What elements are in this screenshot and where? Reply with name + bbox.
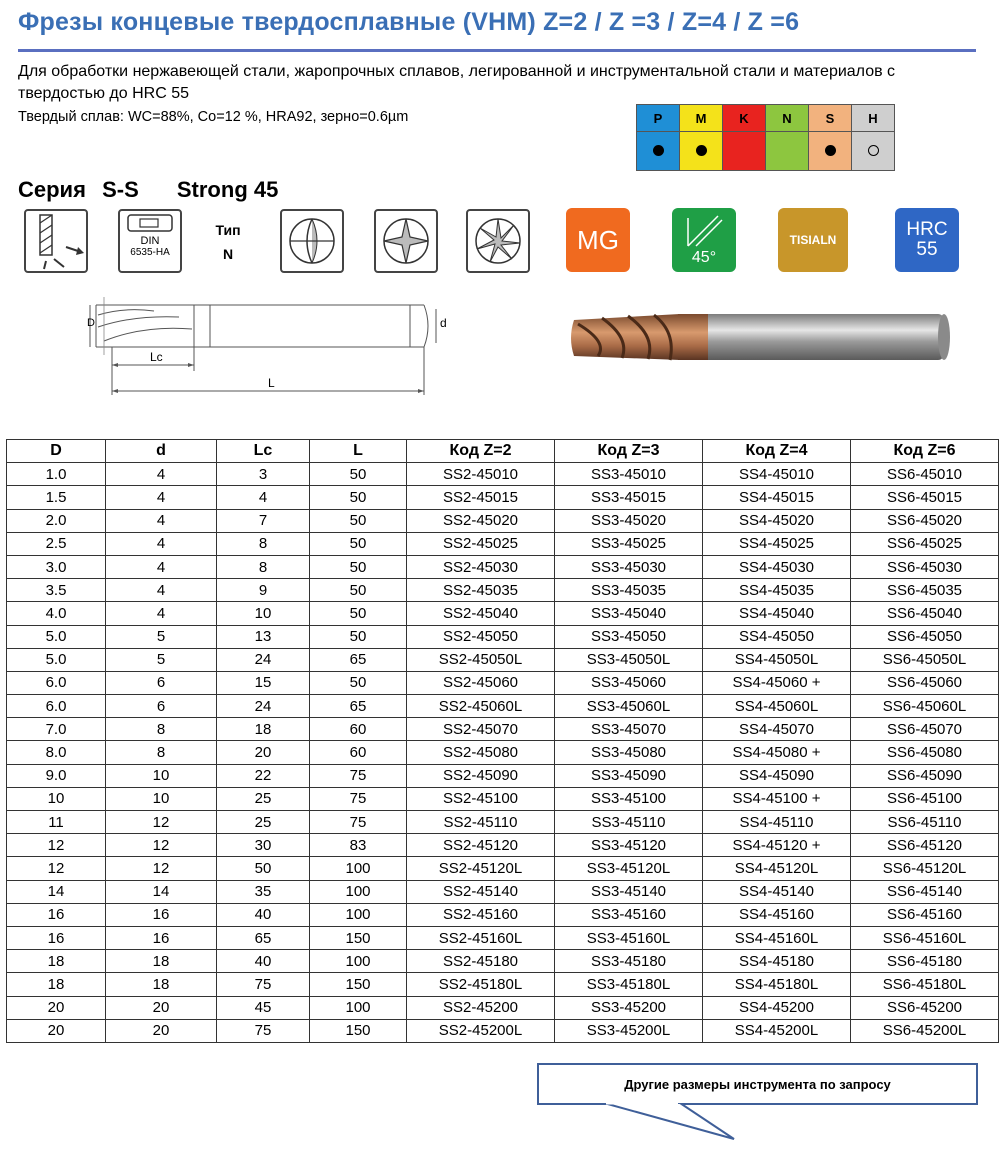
table-cell: SS2-45050 xyxy=(407,625,555,648)
table-cell: SS3-45120L xyxy=(555,857,703,880)
table-row xyxy=(7,486,999,509)
table-row xyxy=(7,579,999,602)
description: Для обработки нержавеющей стали, жаропрочных сплавов, легированной и инструментальной стали и материалов с твердостью до HRC 55 xyxy=(18,63,896,102)
table-cell: SS6-45040 xyxy=(851,602,999,625)
table-cell: SS2-45120 xyxy=(407,834,555,857)
table-cell: 4 xyxy=(217,486,310,509)
table-cell: 75 xyxy=(310,787,407,810)
table-cell: SS6-45200L xyxy=(851,1019,999,1042)
multi-flute-icon xyxy=(466,209,530,273)
table-cell: SS6-45050 xyxy=(851,625,999,648)
table-cell: SS2-45010 xyxy=(407,463,555,486)
page-title: Фрезы концевые твердосплавные (VHM) Z=2 / Z =3 / Z=4 / Z =6 xyxy=(18,8,800,36)
table-cell: SS4-45090 xyxy=(703,764,851,787)
table-cell: 7 xyxy=(217,509,310,532)
table-cell: SS2-45070 xyxy=(407,718,555,741)
mg-grade-badge: MG xyxy=(566,208,630,272)
table-cell: SS3-45200 xyxy=(555,996,703,1019)
table-cell: SS3-45110 xyxy=(555,811,703,834)
column-header: Lc xyxy=(217,440,310,463)
table-cell: SS4-45040 xyxy=(703,602,851,625)
column-header: d xyxy=(106,440,217,463)
hardness-badge xyxy=(895,208,959,272)
table-row xyxy=(7,625,999,648)
table-row xyxy=(7,463,999,486)
iso-group-p: P xyxy=(637,105,680,132)
table-row xyxy=(7,1019,999,1042)
table-cell: SS6-45180L xyxy=(851,973,999,996)
table-cell: SS6-45100 xyxy=(851,787,999,810)
table-cell: 20 xyxy=(7,996,106,1019)
table-cell: 24 xyxy=(217,695,310,718)
table-cell: SS2-45060L xyxy=(407,695,555,718)
table-row xyxy=(7,695,999,718)
table-cell: 150 xyxy=(310,926,407,949)
coating-badge: TISIALN xyxy=(778,208,848,272)
table-cell: SS3-45030 xyxy=(555,555,703,578)
request-note xyxy=(537,1063,978,1105)
table-cell: 75 xyxy=(310,764,407,787)
table-cell: SS6-45120L xyxy=(851,857,999,880)
table-row xyxy=(7,741,999,764)
series-name: Strong 45 xyxy=(176,177,279,202)
table-row xyxy=(7,973,999,996)
table-cell: SS2-45160 xyxy=(407,903,555,926)
table-row xyxy=(7,857,999,880)
specs-table xyxy=(6,439,999,1043)
table-cell: SS2-45120L xyxy=(407,857,555,880)
table-cell: 25 xyxy=(217,811,310,834)
table-cell: SS2-45110 xyxy=(407,811,555,834)
table-cell: SS6-45050L xyxy=(851,648,999,671)
end-mill-drawing xyxy=(84,295,444,405)
table-cell: 3 xyxy=(217,463,310,486)
table-cell: SS4-45015 xyxy=(703,486,851,509)
table-cell: SS4-45200 xyxy=(703,996,851,1019)
series-heading xyxy=(18,177,288,203)
table-cell: SS3-45050 xyxy=(555,625,703,648)
table-cell: 8 xyxy=(106,718,217,741)
column-header: D xyxy=(7,440,106,463)
table-cell: 10 xyxy=(106,764,217,787)
table-cell: SS3-45200L xyxy=(555,1019,703,1042)
table-cell: SS4-45180L xyxy=(703,973,851,996)
table-cell: 18 xyxy=(106,950,217,973)
table-cell: SS4-45060L xyxy=(703,695,851,718)
table-cell: SS4-45050 xyxy=(703,625,851,648)
table-cell: SS3-45100 xyxy=(555,787,703,810)
table-cell: SS3-45040 xyxy=(555,602,703,625)
table-cell: SS2-45180L xyxy=(407,973,555,996)
table-row xyxy=(7,787,999,810)
table-cell: 18 xyxy=(7,973,106,996)
table-cell: 50 xyxy=(310,486,407,509)
table-cell: 2.0 xyxy=(7,509,106,532)
iso-mark-p xyxy=(637,132,680,171)
table-cell: 50 xyxy=(310,625,407,648)
table-cell: 4 xyxy=(106,509,217,532)
table-row xyxy=(7,718,999,741)
table-cell: 5.0 xyxy=(7,625,106,648)
table-cell: 12 xyxy=(7,834,106,857)
table-cell: 100 xyxy=(310,996,407,1019)
type-title: Тип xyxy=(215,222,241,238)
table-row xyxy=(7,764,999,787)
table-cell: 14 xyxy=(106,880,217,903)
column-header: Код Z=3 xyxy=(555,440,703,463)
end-geometry-icon xyxy=(280,209,344,273)
table-cell: 50 xyxy=(310,579,407,602)
table-cell: SS3-45035 xyxy=(555,579,703,602)
column-header: L xyxy=(310,440,407,463)
table-cell: SS6-45160 xyxy=(851,903,999,926)
table-cell: SS4-45050L xyxy=(703,648,851,671)
table-cell: 4.0 xyxy=(7,602,106,625)
table-cell: SS4-45070 xyxy=(703,718,851,741)
callout-pointer xyxy=(600,1103,800,1143)
request-note-text: Другие размеры инструмента по запросу xyxy=(624,1076,891,1092)
table-cell: SS3-45180 xyxy=(555,950,703,973)
helix-angle-icon xyxy=(684,214,724,248)
table-cell: 15 xyxy=(217,671,310,694)
table-cell: SS3-45025 xyxy=(555,532,703,555)
table-cell: SS4-45030 xyxy=(703,555,851,578)
table-cell: 50 xyxy=(217,857,310,880)
table-cell: 9 xyxy=(217,579,310,602)
table-cell: 4 xyxy=(106,555,217,578)
label-D: D xyxy=(87,317,95,329)
table-cell: 8.0 xyxy=(7,741,106,764)
table-cell: SS6-45160L xyxy=(851,926,999,949)
table-cell: SS4-45060 + xyxy=(703,671,851,694)
iso-mark-h xyxy=(852,132,895,171)
table-row xyxy=(7,926,999,949)
table-cell: 35 xyxy=(217,880,310,903)
table-cell: 100 xyxy=(310,950,407,973)
iso-material-table xyxy=(636,104,895,171)
table-cell: SS2-45040 xyxy=(407,602,555,625)
table-cell: 16 xyxy=(7,903,106,926)
table-cell: SS4-45140 xyxy=(703,880,851,903)
table-cell: SS4-45020 xyxy=(703,509,851,532)
table-row xyxy=(7,903,999,926)
table-cell: 60 xyxy=(310,718,407,741)
hardness-value: 55 xyxy=(916,239,938,260)
limited-ring-icon xyxy=(868,145,879,156)
table-cell: 13 xyxy=(217,625,310,648)
table-cell: SS3-45020 xyxy=(555,509,703,532)
helix-angle-value: 45° xyxy=(691,249,717,266)
iso-group-h: H xyxy=(852,105,895,132)
label-d: d xyxy=(440,316,447,330)
table-cell: 1.0 xyxy=(7,463,106,486)
table-cell: 12 xyxy=(106,857,217,880)
table-cell: SS6-45015 xyxy=(851,486,999,509)
table-cell: SS2-45030 xyxy=(407,555,555,578)
table-cell: SS6-45120 xyxy=(851,834,999,857)
table-cell: SS3-45060L xyxy=(555,695,703,718)
table-cell: 75 xyxy=(217,1019,310,1042)
table-cell: 65 xyxy=(310,648,407,671)
table-cell: SS3-45070 xyxy=(555,718,703,741)
table-cell: 40 xyxy=(217,950,310,973)
table-cell: 4 xyxy=(106,579,217,602)
table-cell: 25 xyxy=(217,787,310,810)
table-cell: 20 xyxy=(106,1019,217,1042)
table-cell: SS3-45090 xyxy=(555,764,703,787)
table-cell: 24 xyxy=(217,648,310,671)
rotation-direction-icon xyxy=(24,209,88,273)
iso-mark-n xyxy=(766,132,809,171)
table-cell: 10 xyxy=(106,787,217,810)
hardness-label: HRC xyxy=(906,219,948,240)
table-cell: SS6-45070 xyxy=(851,718,999,741)
column-header: Код Z=6 xyxy=(851,440,999,463)
table-cell: 5.0 xyxy=(7,648,106,671)
table-cell: SS2-45200 xyxy=(407,996,555,1019)
iso-group-s: S xyxy=(809,105,852,132)
table-cell: 7.0 xyxy=(7,718,106,741)
table-cell: 18 xyxy=(7,950,106,973)
table-row xyxy=(7,880,999,903)
type-label xyxy=(205,218,251,266)
table-cell: SS3-45120 xyxy=(555,834,703,857)
table-cell: 8 xyxy=(217,555,310,578)
suitable-dot-icon xyxy=(696,145,707,156)
table-cell: SS4-45180 xyxy=(703,950,851,973)
helix-angle-badge xyxy=(672,208,736,272)
table-cell: SS6-45080 xyxy=(851,741,999,764)
table-row xyxy=(7,671,999,694)
table-cell: SS3-45180L xyxy=(555,973,703,996)
table-cell: 12 xyxy=(106,834,217,857)
table-cell: SS4-45120L xyxy=(703,857,851,880)
table-cell: 4 xyxy=(106,486,217,509)
table-cell: 11 xyxy=(7,811,106,834)
table-cell: SS4-45080 + xyxy=(703,741,851,764)
table-cell: 8 xyxy=(217,532,310,555)
table-cell: 100 xyxy=(310,880,407,903)
table-cell: 2.5 xyxy=(7,532,106,555)
table-cell: 3.0 xyxy=(7,555,106,578)
table-cell: 100 xyxy=(310,857,407,880)
table-cell: SS2-45100 xyxy=(407,787,555,810)
series-label: Серия xyxy=(18,177,86,202)
flute-section-icon xyxy=(374,209,438,273)
table-cell: SS6-45200 xyxy=(851,996,999,1019)
table-row xyxy=(7,834,999,857)
table-cell: 16 xyxy=(106,903,217,926)
table-cell: SS6-45020 xyxy=(851,509,999,532)
label-L: L xyxy=(268,376,275,390)
table-cell: 5 xyxy=(106,648,217,671)
table-cell: 60 xyxy=(310,741,407,764)
table-cell: SS3-45060 xyxy=(555,671,703,694)
table-row xyxy=(7,950,999,973)
iso-group-n: N xyxy=(766,105,809,132)
table-cell: 50 xyxy=(310,602,407,625)
table-cell: SS2-45020 xyxy=(407,509,555,532)
title-divider xyxy=(18,49,976,52)
table-cell: 5 xyxy=(106,625,217,648)
table-cell: SS2-45140 xyxy=(407,880,555,903)
suitable-dot-icon xyxy=(653,145,664,156)
din-shank-icon xyxy=(118,209,182,273)
table-cell: 50 xyxy=(310,671,407,694)
table-cell: 65 xyxy=(217,926,310,949)
table-cell: 30 xyxy=(217,834,310,857)
table-cell: 150 xyxy=(310,1019,407,1042)
table-cell: 12 xyxy=(7,857,106,880)
table-cell: 16 xyxy=(7,926,106,949)
table-cell: 4 xyxy=(106,463,217,486)
table-cell: SS2-45180 xyxy=(407,950,555,973)
table-cell: 6 xyxy=(106,671,217,694)
table-cell: SS2-45080 xyxy=(407,741,555,764)
table-cell: 50 xyxy=(310,555,407,578)
din-label: DIN xyxy=(140,235,160,247)
table-cell: 40 xyxy=(217,903,310,926)
table-cell: 75 xyxy=(310,811,407,834)
table-cell: SS6-45180 xyxy=(851,950,999,973)
column-header: Код Z=4 xyxy=(703,440,851,463)
table-cell: SS4-45160 xyxy=(703,903,851,926)
table-cell: SS4-45010 xyxy=(703,463,851,486)
table-cell: SS4-45120 + xyxy=(703,834,851,857)
table-cell: SS4-45110 xyxy=(703,811,851,834)
table-row xyxy=(7,648,999,671)
type-value: N xyxy=(222,246,234,262)
table-cell: 1.5 xyxy=(7,486,106,509)
table-cell: 6 xyxy=(106,695,217,718)
table-cell: 10 xyxy=(217,602,310,625)
table-cell: SS3-45080 xyxy=(555,741,703,764)
iso-group-m: M xyxy=(680,105,723,132)
table-cell: SS2-45060 xyxy=(407,671,555,694)
iso-mark-k xyxy=(723,132,766,171)
table-cell: 83 xyxy=(310,834,407,857)
end-mill-photo xyxy=(568,302,958,374)
table-cell: 12 xyxy=(106,811,217,834)
table-cell: SS4-45025 xyxy=(703,532,851,555)
table-cell: SS3-45160 xyxy=(555,903,703,926)
table-cell: SS3-45140 xyxy=(555,880,703,903)
table-cell: 22 xyxy=(217,764,310,787)
table-cell: 18 xyxy=(106,973,217,996)
table-cell: 100 xyxy=(310,903,407,926)
table-cell: 14 xyxy=(7,880,106,903)
alloy-spec: Твердый сплав: WC=88%, Co=12 %, HRA92, зерно=0.6µm xyxy=(18,109,409,125)
table-cell: SS4-45160L xyxy=(703,926,851,949)
table-cell: 20 xyxy=(7,1019,106,1042)
table-cell: 45 xyxy=(217,996,310,1019)
suitable-dot-icon xyxy=(825,145,836,156)
iso-mark-s xyxy=(809,132,852,171)
table-cell: SS6-45010 xyxy=(851,463,999,486)
table-cell: SS6-45025 xyxy=(851,532,999,555)
table-row xyxy=(7,811,999,834)
table-cell: SS6-45140 xyxy=(851,880,999,903)
table-cell: 8 xyxy=(106,741,217,764)
table-cell: 20 xyxy=(217,741,310,764)
column-header: Код Z=2 xyxy=(407,440,555,463)
table-cell: 10 xyxy=(7,787,106,810)
table-cell: 50 xyxy=(310,463,407,486)
iso-group-k: K xyxy=(723,105,766,132)
table-cell: SS2-45050L xyxy=(407,648,555,671)
table-cell: SS2-45200L xyxy=(407,1019,555,1042)
table-cell: SS3-45160L xyxy=(555,926,703,949)
table-cell: SS2-45090 xyxy=(407,764,555,787)
iso-mark-m xyxy=(680,132,723,171)
table-row xyxy=(7,509,999,532)
table-cell: SS6-45030 xyxy=(851,555,999,578)
label-Lc: Lc xyxy=(150,350,163,364)
table-cell: 16 xyxy=(106,926,217,949)
table-cell: SS2-45015 xyxy=(407,486,555,509)
table-row xyxy=(7,996,999,1019)
table-cell: SS6-45060L xyxy=(851,695,999,718)
table-cell: SS6-45090 xyxy=(851,764,999,787)
table-cell: 75 xyxy=(217,973,310,996)
table-cell: SS6-45060 xyxy=(851,671,999,694)
table-cell: 50 xyxy=(310,532,407,555)
table-cell: 4 xyxy=(106,532,217,555)
table-row xyxy=(7,532,999,555)
table-cell: 9.0 xyxy=(7,764,106,787)
table-cell: SS2-45035 xyxy=(407,579,555,602)
table-row xyxy=(7,602,999,625)
table-cell: 3.5 xyxy=(7,579,106,602)
table-row xyxy=(7,555,999,578)
table-cell: SS4-45200L xyxy=(703,1019,851,1042)
table-cell: SS6-45110 xyxy=(851,811,999,834)
table-cell: SS3-45015 xyxy=(555,486,703,509)
table-cell: SS4-45035 xyxy=(703,579,851,602)
table-cell: SS3-45050L xyxy=(555,648,703,671)
table-cell: SS4-45100 + xyxy=(703,787,851,810)
table-cell: 6.0 xyxy=(7,695,106,718)
table-cell: 150 xyxy=(310,973,407,996)
table-cell: 6.0 xyxy=(7,671,106,694)
table-cell: SS6-45035 xyxy=(851,579,999,602)
table-cell: SS2-45025 xyxy=(407,532,555,555)
table-cell: SS3-45010 xyxy=(555,463,703,486)
table-cell: 4 xyxy=(106,602,217,625)
table-cell: 50 xyxy=(310,509,407,532)
table-cell: 65 xyxy=(310,695,407,718)
table-cell: 20 xyxy=(106,996,217,1019)
series-code: S-S xyxy=(102,177,139,202)
table-cell: SS2-45160L xyxy=(407,926,555,949)
table-cell: 18 xyxy=(217,718,310,741)
din-number: 6535-HA xyxy=(130,247,170,258)
